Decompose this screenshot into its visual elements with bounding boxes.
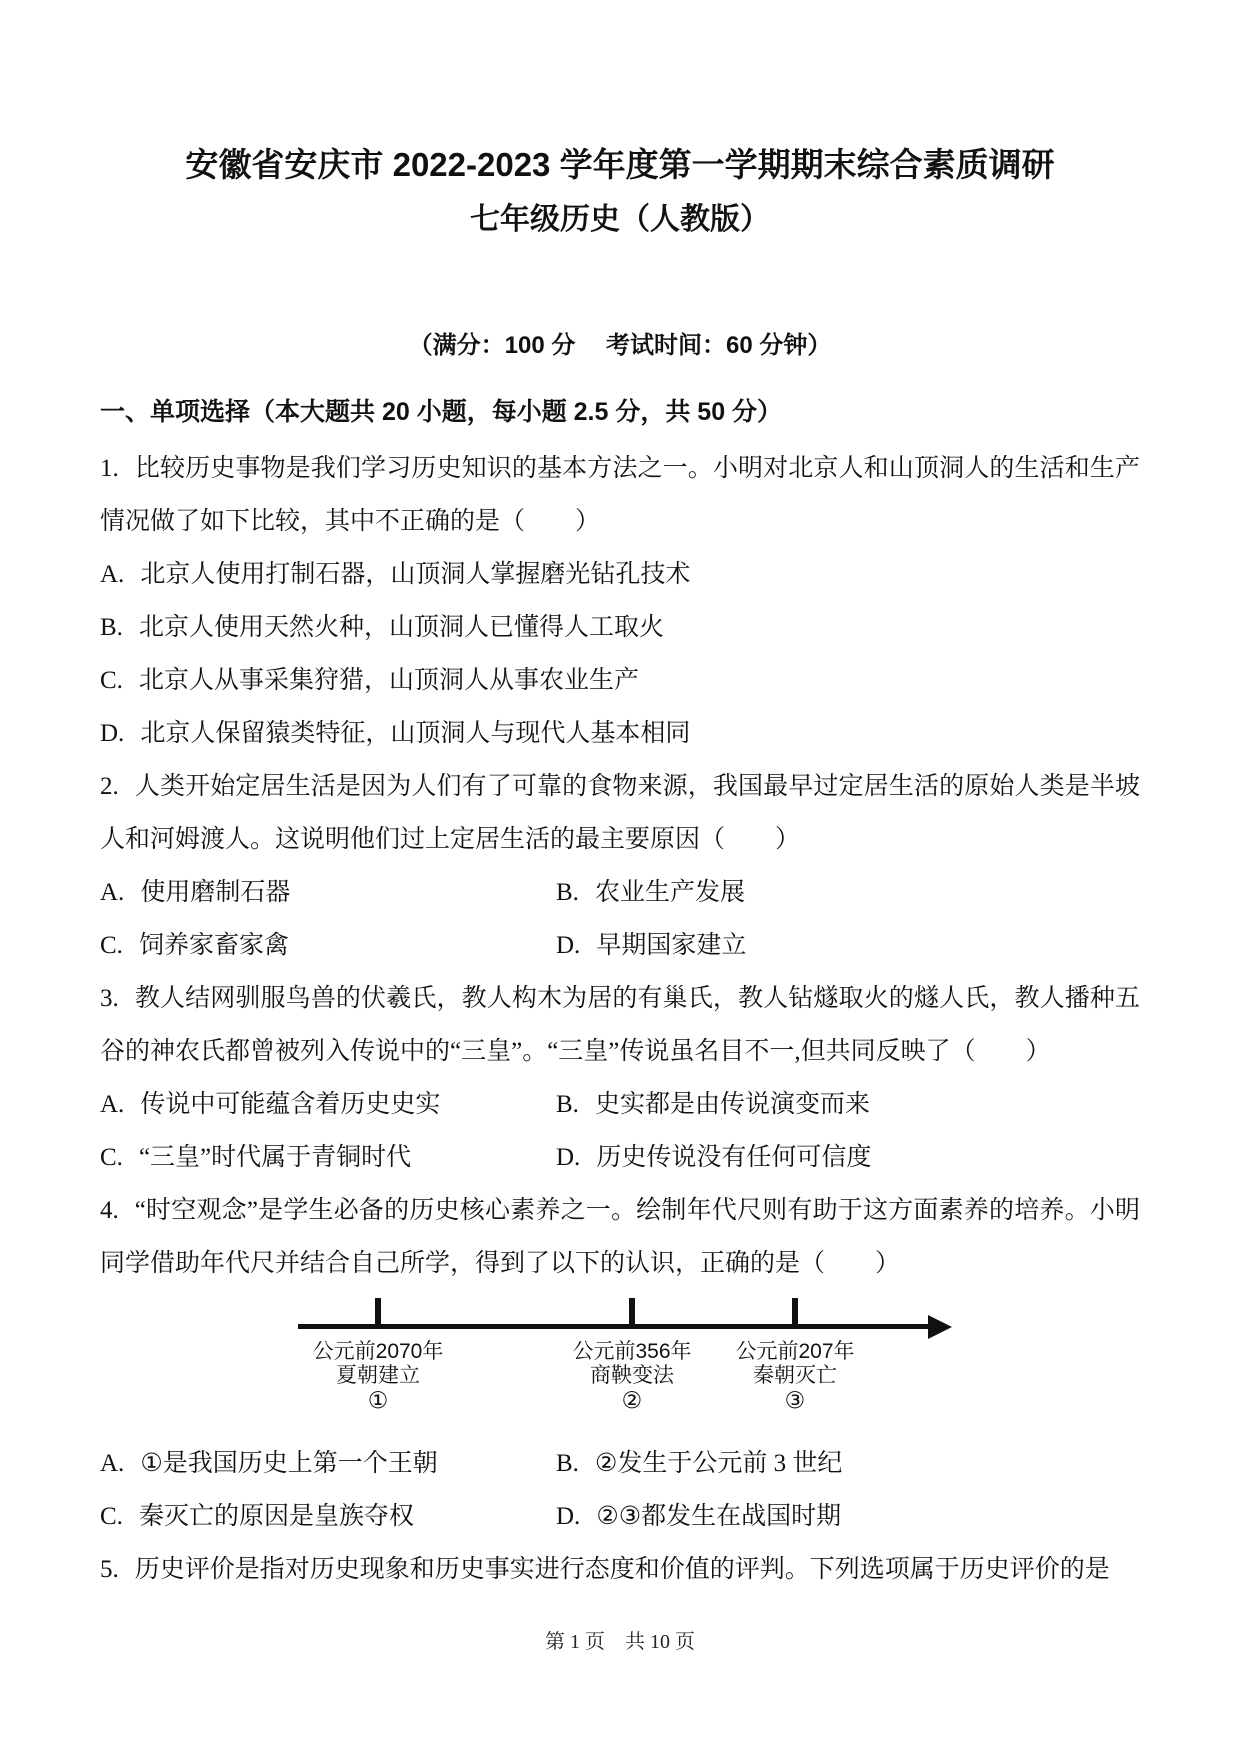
timeline-event-mark: ① <box>367 1387 389 1413</box>
exam-title: 安徽省安庆市 2022-2023 学年度第一学期期末综合素质调研 <box>185 146 1055 183</box>
question-text: 历史评价是指对历史现象和历史事实进行态度和价值的评判。下列选项属于历史评价的是 <box>134 1556 1110 1583</box>
option-2d <box>556 919 1140 972</box>
option-label: D. <box>556 1503 581 1530</box>
question-block-3 <box>100 972 1140 1184</box>
question-2-text <box>100 760 1140 866</box>
option-text: 史实都是由传说演变而来 <box>594 1091 870 1118</box>
timeline-tick-2 <box>629 1298 635 1327</box>
option-2a <box>100 866 556 919</box>
option-text: 传说中可能蕴含着历史史实 <box>140 1091 441 1118</box>
timeline-event-year: 公元前2070年 <box>312 1340 444 1363</box>
option-label: A. <box>100 1450 125 1477</box>
question-block-5 <box>100 1543 1140 1596</box>
section-header: 一、单项选择（本大题共 20 小题，每小题 2.5 分，共 50 分） <box>100 398 783 426</box>
option-label: A. <box>100 879 125 906</box>
timeline-event-name: 秦朝灭亡 <box>752 1364 837 1387</box>
option-1d <box>100 707 1140 760</box>
timeline-arrowhead-icon <box>928 1315 952 1339</box>
option-4c <box>100 1490 556 1543</box>
option-label: D. <box>100 720 125 747</box>
option-text: 秦灭亡的原因是皇族夺权 <box>138 1503 414 1530</box>
timeline-diagram <box>298 1298 998 1413</box>
option-label: C. <box>100 667 123 694</box>
option-label: C. <box>100 1503 123 1530</box>
question-text: 人类开始定居生活是因为人们有了可靠的食物来源，我国最早过定居生活的原始人类是半坡人和河姆渡人。这说明他们过上定居生活的最主要原因（ ） <box>100 773 1140 853</box>
timeline-event-3 <box>735 1340 854 1412</box>
timeline-event-mark: ② <box>621 1387 643 1413</box>
question-number: 5. <box>100 1556 119 1583</box>
question-number: 2. <box>100 773 119 800</box>
timeline-event-2 <box>572 1340 691 1412</box>
option-text: ②发生于公元前 3 世纪 <box>594 1450 843 1477</box>
timeline-event-year: 公元前207年 <box>735 1340 855 1363</box>
option-text: 北京人保留猿类特征，山顶洞人与现代人基本相同 <box>140 720 691 747</box>
question-4-text <box>100 1184 1140 1290</box>
option-1a <box>100 548 1140 601</box>
option-text: 北京人使用打制石器，山顶洞人掌握磨光钻孔技术 <box>140 561 691 588</box>
option-label: D. <box>556 932 581 959</box>
question-text: “时空观念”是学生必备的历史核心素养之一。绘制年代尺则有助于这方面素养的培养。小明同学借助年代尺并结合自己所学，得到了以下的认识，正确的是（ ） <box>100 1197 1140 1277</box>
option-text: “三皇”时代属于青铜时代 <box>138 1144 412 1171</box>
option-1c <box>100 654 1140 707</box>
option-label: D. <box>556 1144 581 1171</box>
question-number: 4. <box>100 1197 119 1224</box>
question-1-text <box>100 442 1140 548</box>
option-4a <box>100 1437 556 1490</box>
option-label: B. <box>556 1450 579 1477</box>
option-label: C. <box>100 932 123 959</box>
page-footer: 第 1 页 共 10 页 <box>545 1631 695 1653</box>
exam-subtitle: 七年级历史（人教版） <box>470 203 770 236</box>
option-text: ①是我国历史上第一个王朝 <box>140 1450 438 1477</box>
option-text: 历史传说没有任何可信度 <box>596 1144 872 1171</box>
question-text: 教人结网驯服鸟兽的伏羲氏，教人构木为居的有巢氏，教人钻燧取火的燧人氏，教人播种五谷的神农氏都曾被列入传说中的“三皇”。“三皇”传说虽名目不一,但共同反映了（ ） <box>100 985 1140 1065</box>
option-text: 农业生产发展 <box>594 879 745 906</box>
question-3-options <box>100 1078 1140 1184</box>
option-label: A. <box>100 1091 125 1118</box>
option-text: 北京人从事采集狩猎，山顶洞人从事农业生产 <box>138 667 639 694</box>
option-2b <box>556 866 1140 919</box>
exam-info: （满分：100 分 考试时间：60 分钟） <box>408 332 832 359</box>
question-block-1 <box>100 442 1140 760</box>
timeline-event-year: 公元前356年 <box>572 1340 692 1363</box>
option-label: A. <box>100 561 125 588</box>
question-number: 3. <box>100 985 119 1012</box>
option-label: C. <box>100 1144 123 1171</box>
timeline-event-name: 商鞅变法 <box>589 1364 674 1387</box>
option-label: B. <box>556 879 579 906</box>
timeline-axis <box>298 1324 931 1329</box>
option-3b <box>556 1078 1140 1131</box>
option-4d <box>556 1490 1140 1543</box>
option-text: 早期国家建立 <box>596 932 747 959</box>
option-text: 饲养家畜家禽 <box>138 932 289 959</box>
timeline-tick-1 <box>375 1298 381 1327</box>
option-label: B. <box>556 1091 579 1118</box>
option-2c <box>100 919 556 972</box>
option-3c <box>100 1131 556 1184</box>
question-text: 比较历史事物是我们学习历史知识的基本方法之一。小明对北京人和山顶洞人的生活和生产情况做了如下比较，其中不正确的是（ ） <box>100 455 1140 535</box>
option-4b <box>556 1437 1140 1490</box>
question-4-options <box>100 1437 1140 1543</box>
option-text: 使用磨制石器 <box>140 879 291 906</box>
option-text: 北京人使用天然火种，山顶洞人已懂得人工取火 <box>138 614 664 641</box>
timeline-event-mark: ③ <box>784 1387 806 1413</box>
option-text: ②③都发生在战国时期 <box>596 1503 842 1530</box>
option-3a <box>100 1078 556 1131</box>
question-3-text <box>100 972 1140 1078</box>
question-number: 1. <box>100 455 119 482</box>
timeline-tick-3 <box>792 1298 798 1327</box>
option-label: B. <box>100 614 123 641</box>
question-5-text <box>100 1543 1140 1596</box>
option-3d <box>556 1131 1140 1184</box>
question-block-4 <box>100 1184 1140 1543</box>
question-2-options <box>100 866 1140 972</box>
timeline-event-1 <box>313 1340 444 1412</box>
timeline-event-name: 夏朝建立 <box>336 1364 420 1387</box>
question-block-2 <box>100 760 1140 972</box>
option-1b <box>100 601 1140 654</box>
